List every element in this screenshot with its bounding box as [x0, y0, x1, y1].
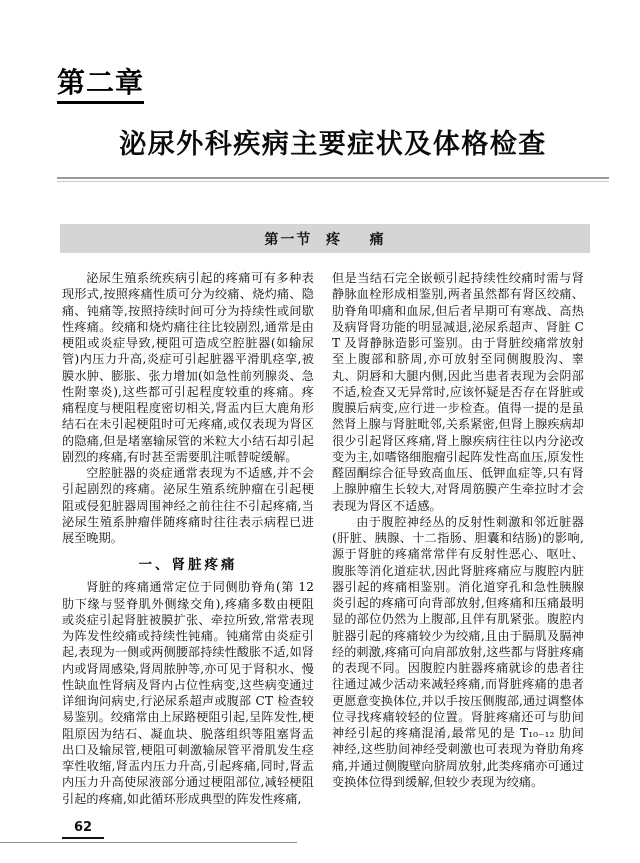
page-footer — [0, 820, 305, 850]
section-header-label: 第一节 疼 痛 — [264, 231, 386, 248]
left-column — [62, 270, 314, 807]
paragraph: 但是当结石完全嵌顿引起持续性绞痛时需与肾静脉血栓形成相鉴别,两者虽然都有肾区绞痛、肋脊角叩痛和血尿,但后者早期可有寒战、高热及病肾肾功能的明显减退,泌尿系超声、肾脏 CT 及肾静脉造影可鉴别。由于肾脏绞痛常放射至上腹部和脐周,亦可放射至同侧腹股沟、睾丸、阴唇和大腿内侧,因此当患者表现为会阴部不适,检查又无异常时,应该怀疑是否存在肾脏或腹膜后病变,应行进一步检查。值得一提的是虽然肾上腺与肾脏毗邻,关系紧密,但肾上腺疾病却很少引起肾区疼痛,肾上腺疾病往往以内分泌改变为主,如嗜铬细胞瘤引起阵发性高血压,原发性醛固酮综合征导致高血压、低钾血症等,只有肾上腺肿瘤生长较大,对肾周筋膜产生牵拉时才会表现为肾区不适感。 — [332, 271, 584, 513]
section-header-bar — [60, 224, 590, 253]
subsection-heading: 一、肾脏疼痛 — [138, 557, 238, 574]
page-number-block — [62, 820, 104, 839]
title-divider-rule — [57, 177, 609, 182]
body-columns — [62, 270, 584, 807]
chapter-heading — [57, 68, 609, 182]
paragraph: 由于腹腔神经丛的反射性刺激和邻近脏器(肝脏、胰腺、十二指肠、胆囊和结肠)的影响,源于肾脏的疼痛常常伴有反射性恶心、呕吐、腹胀等消化道症状,因此肾脏疼痛应与腹腔内脏器引起的疼痛相鉴别。消化道穿孔和急性胰腺炎引起的疼痛可向背部放射,但疼痛和压痛最明显的部位仍然为上腹部,且伴有肌紧张。腹腔内脏器引起的疼痛较少为绞痛,且由于膈肌及膈神经的刺激,疼痛可向肩部放射,这些都与肾脏疼痛的表现不同。因腹腔内脏器疼痛就诊的患者往往通过减少活动来减轻疼痛,而肾脏疼痛的患者更愿意变换体位,并以手按压侧腹部,通过调整体位寻找疼痛较轻的位置。肾脏疼痛还可与肋间神经引起的疼痛混淆,最常见的是 T₁₀₋₁₂ 肋间神经,这些肋间神经受刺激也可表现为脊肋角疼痛,并通过侧腹壁向脐周放射,此类疼痛亦可通过变换体位得到缓解,但较少表现为绞痛。 — [332, 514, 584, 789]
chapter-title: 泌尿外科疾病主要症状及体格检查 — [119, 129, 547, 161]
paragraph: 泌尿生殖系统疾病引起的疼痛可有多种表现形式,按照疼痛性质可分为绞痛、烧灼痛、隐痛、钝痛等,按照持续时间可分为持续性或间歇性疼痛。绞痛和烧灼痛往往比较剧烈,通常是由梗阻或炎症导致,梗阻可造成空腔脏器(如输尿管)内压力升高,炎症可引起脏器平滑肌痉挛,被膜水肿、膨胀、张力增加(如急性前列腺炎、急性附睾炎),这些都可引起程度较重的疼痛。疼痛程度与梗阻程度密切相关,肾盂内巨大鹿角形结石在未引起梗阻时可无疼痛,或仅表现为肾区的隐痛,但是堵塞输尿管的米粒大小结石却引起剧烈的疼痛,有时甚至需要肌注哌替啶缓解。 — [62, 271, 314, 464]
page-number: 62 — [73, 820, 93, 835]
footer-rule — [0, 842, 297, 843]
paragraph: 肾脏的疼痛通常定位于同侧肋脊角(第 12 肋下缘与竖脊肌外侧缘交角),疼痛多数由梗阻或炎症引起肾脏被膜扩张、牵拉所致,常常表现为阵发性绞痛或持续性钝痛。钝痛常由炎症引起,表现为一侧或两侧腰部持续性酸胀不适,如肾内或肾周感染,肾周脓肿等,亦可见于肾积水、慢性缺血性肾病及肾内占位性病变,这些病变通过详细询问病史,行泌尿系超声或腹部 CT 检查较易鉴别。绞痛常由上尿路梗阻引起,呈阵发性,梗阻原因为结石、凝血块、脱落组织等阻塞肾盂出口及输尿管,梗阻可刺激输尿管平滑肌发生痉挛性收缩,肾盂内压力升高,引起疼痛,同时,肾盂内压力升高使尿液部分通过梗阻部位,减轻梗阻引起的疼痛,如此循环形成典型的阵发性疼痛, — [62, 580, 314, 806]
right-column — [332, 270, 584, 807]
paragraph: 空腔脏器的炎症通常表现为不适感,并不会引起剧烈的疼痛。泌尿生殖系统肿瘤在引起梗阻或侵犯脏器周围神经之前往往不引起疼痛,当泌尿生殖系肿瘤伴随疼痛时往往表示病程已进展至晚期。 — [62, 466, 314, 545]
page-number-underline — [62, 837, 104, 839]
chapter-number: 第二章 — [57, 68, 144, 104]
